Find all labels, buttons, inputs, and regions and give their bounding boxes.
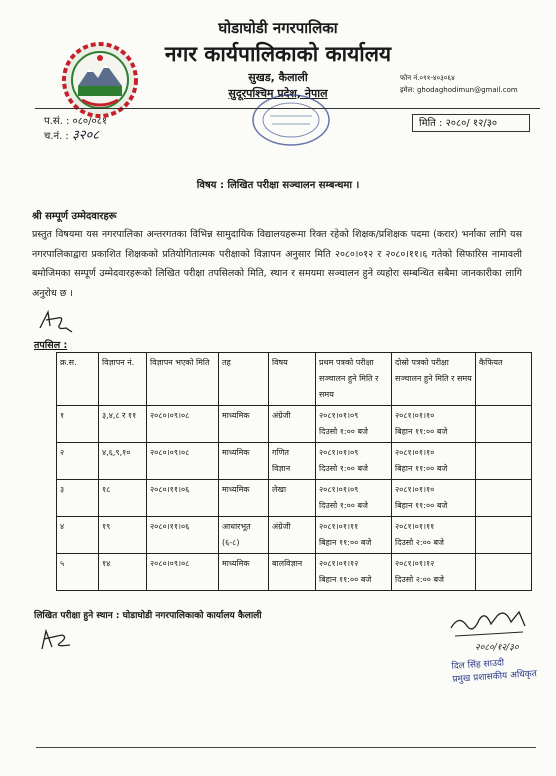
paper2-date: २०८१।०१।१० [395, 411, 435, 420]
paper2-time: बिहान ११:०० बजे [395, 464, 448, 473]
header-level: तह [219, 353, 269, 406]
addressee: श्री सम्पूर्ण उम्मेदवारहरू [32, 211, 117, 222]
paper1-date: २०८१।०१।१२ [319, 559, 359, 568]
subject-text: गणित [272, 448, 289, 457]
cell-remarks [476, 517, 532, 554]
letter-date: मिति : २०८०/ १२/३० [412, 114, 530, 132]
exam-schedule-table [56, 352, 532, 591]
letter-number: प.सं. : ०८०/०८१ [44, 116, 108, 127]
paper1-time: दिउसो १:०० बजे [319, 427, 368, 436]
paper1-date: २०८१।०१।०९ [319, 411, 359, 420]
cell-adv-no: १४ [99, 554, 147, 591]
cell-serial: २ [57, 443, 99, 480]
cell-paper1 [316, 554, 392, 591]
officer-name-stamp [451, 655, 537, 687]
cell-paper1 [316, 406, 392, 443]
paper2-time: दिउसो २:०० बजे [395, 575, 444, 584]
header-divider [35, 108, 540, 109]
subject-sub: विज्ञान [272, 464, 291, 473]
cell-adv-date: २०८०।११।०६ [147, 517, 219, 554]
exam-venue: लिखित परीक्षा हुने स्थान : घोडाघोडी नगरपालिकाको कार्यालय कैलाली [34, 611, 262, 621]
cell-paper2 [392, 406, 476, 443]
cell-adv-date: २०८०।०९।०८ [147, 443, 219, 480]
cell-paper2 [392, 443, 476, 480]
header-adv-no: विज्ञापन नं. [99, 353, 147, 406]
schedule-label: तपसिल : [34, 340, 68, 351]
paper2-time: दिउसो २:०० बजे [395, 538, 444, 547]
table-row [57, 406, 532, 443]
cell-paper2 [392, 480, 476, 517]
level-text: माध्यमिक [222, 485, 250, 494]
office-seal-stamp [250, 92, 332, 148]
cell-level [219, 480, 269, 517]
header-subject: विषय [269, 353, 316, 406]
paper1-time: बिहान ११:०० बजे [319, 575, 372, 584]
cell-paper1 [316, 517, 392, 554]
paper1-date: २०८१।०१।११ [319, 522, 359, 531]
header-remarks: कैफियत [476, 353, 532, 406]
paper2-date: २०८१।०१।१२ [395, 559, 435, 568]
paper1-date: २०८१।०१।०९ [319, 485, 359, 494]
dispatch-value: ३२०८ [72, 128, 100, 143]
reference-block [44, 115, 107, 144]
paper1-time: बिहान ११:०० बजे [319, 538, 372, 547]
subject-line: विषय : लिखित परीक्षा सञ्चालन सम्बन्धमा । [196, 180, 360, 191]
cell-level [219, 517, 269, 554]
contact-block [400, 72, 518, 96]
paper1-time: दिउसो १:०० बजे [319, 501, 368, 510]
cell-remarks [476, 443, 532, 480]
cell-paper1 [316, 443, 392, 480]
table-row [57, 517, 532, 554]
table-header-row [57, 353, 532, 406]
cell-paper1 [316, 480, 392, 517]
cell-adv-no: १८ [99, 480, 147, 517]
cell-subject [269, 443, 316, 480]
paper2-date: २०८१।०१।११ [395, 522, 435, 531]
cell-adv-date: २०८०।०९।०८ [147, 554, 219, 591]
level-sub: (६-८) [222, 538, 240, 547]
initial-signature [36, 306, 76, 336]
table-row [57, 480, 532, 517]
level-text: आधारभूत [222, 522, 251, 531]
header-adv-date: विज्ञापन भएको मिति [147, 353, 219, 406]
cell-subject [269, 406, 316, 443]
cell-adv-no: ३,४,८ र ११ [99, 406, 147, 443]
cell-adv-no: ४,६,९,१० [99, 443, 147, 480]
paper2-date: २०८१।०१।१० [395, 485, 435, 494]
subject-text: अंग्रेजी [272, 411, 291, 420]
cell-serial: १ [57, 406, 99, 443]
cell-serial: ३ [57, 480, 99, 517]
subject-text: अंग्रेजी [272, 522, 291, 531]
address-line-1: सुखड, कैलाली [248, 71, 308, 84]
paper2-time: बिहान ११:०० बजे [395, 501, 448, 510]
level-text: माध्यमिक [222, 448, 250, 457]
cell-level [219, 443, 269, 480]
dispatch-label: च.नं. : [44, 131, 69, 142]
table-row [57, 443, 532, 480]
paper1-date: २०८१।०१।०९ [319, 448, 359, 457]
footer-divider [36, 747, 536, 748]
phone-text: फोन नं.०९१-४०३०६४ [400, 74, 455, 82]
officer-name: दिल सिंह साउदी [451, 658, 505, 672]
cell-serial: ४ [57, 517, 99, 554]
cell-subject [269, 517, 316, 554]
paper1-time: दिउसो १:०० बजे [319, 464, 368, 473]
cell-paper2 [392, 517, 476, 554]
initial-signature-2 [36, 625, 76, 655]
header-paper2: दोस्रो पत्रको परीक्षा सञ्चालन हुने मिति र समय [392, 353, 476, 406]
table-row [57, 554, 532, 591]
address-line-2: सुदूरपश्चिम प्रदेश, नेपाल [228, 87, 328, 100]
paper2-time: बिहान ११:०० बजे [395, 427, 448, 436]
header-paper1: प्रथम पत्रको परीक्षा सञ्चालन हुने मिति र समय [316, 353, 392, 406]
signature-date: २०८०/१२/३० [475, 643, 519, 653]
header-serial: क्र.स. [57, 353, 99, 406]
cell-level [219, 554, 269, 591]
body-paragraph: प्रस्तुत विषयमा यस नगरपालिका अन्तरगतका विभिन्न सामुदायिक विद्यालयहरूमा रिक्त रहेको शिक्षक/प्रशिक्षक पदमा (करार) भर्नाका लागि यस नगरपालिकाद्वारा प्रकाशित शिक्षकको प्रतियोगितात्मक परीक्षाको विज्ञापन अनुसार मिति २०८०।०१२ र २०८०।११।६ गतेको सिफारिस नामावली बमोजिमका सम्पूर्ण उम्मेदवारहरूको लिखित परीक्षा तपसिलको मिति, स्थान र समयमा सञ्चालन हुने व्यहोरा सम्बन्धित सबैमा जानकारीका लागि अनुरोध छ । [32, 229, 522, 299]
cell-subject [269, 480, 316, 517]
paper2-date: २०८१।०१।१० [395, 448, 435, 457]
cell-paper2 [392, 554, 476, 591]
subject-text: लेखा [272, 485, 287, 494]
cell-serial: ५ [57, 554, 99, 591]
cell-level [219, 406, 269, 443]
cell-adv-no: १९ [99, 517, 147, 554]
cell-remarks [476, 554, 532, 591]
officer-signature [445, 600, 535, 655]
level-text: माध्यमिक [222, 411, 250, 420]
email-text: इमेल: ghodaghodimun@gmail.com [400, 86, 518, 94]
officer-designation: प्रमुख प्रशासकीय अधिकृत [452, 669, 538, 685]
municipality-name: घोडाघोडी नगरपालिका [218, 19, 338, 37]
cell-remarks [476, 406, 532, 443]
cell-subject [269, 554, 316, 591]
cell-adv-date: २०८०।११।०६ [147, 480, 219, 517]
cell-remarks [476, 480, 532, 517]
dispatch-number [44, 129, 107, 144]
office-title: नगर कार्यपालिकाको कार्यालय [164, 42, 392, 66]
subject-text: बालविज्ञान [272, 559, 303, 568]
level-text: माध्यमिक [222, 559, 250, 568]
cell-adv-date: २०८०।०९।०८ [147, 406, 219, 443]
